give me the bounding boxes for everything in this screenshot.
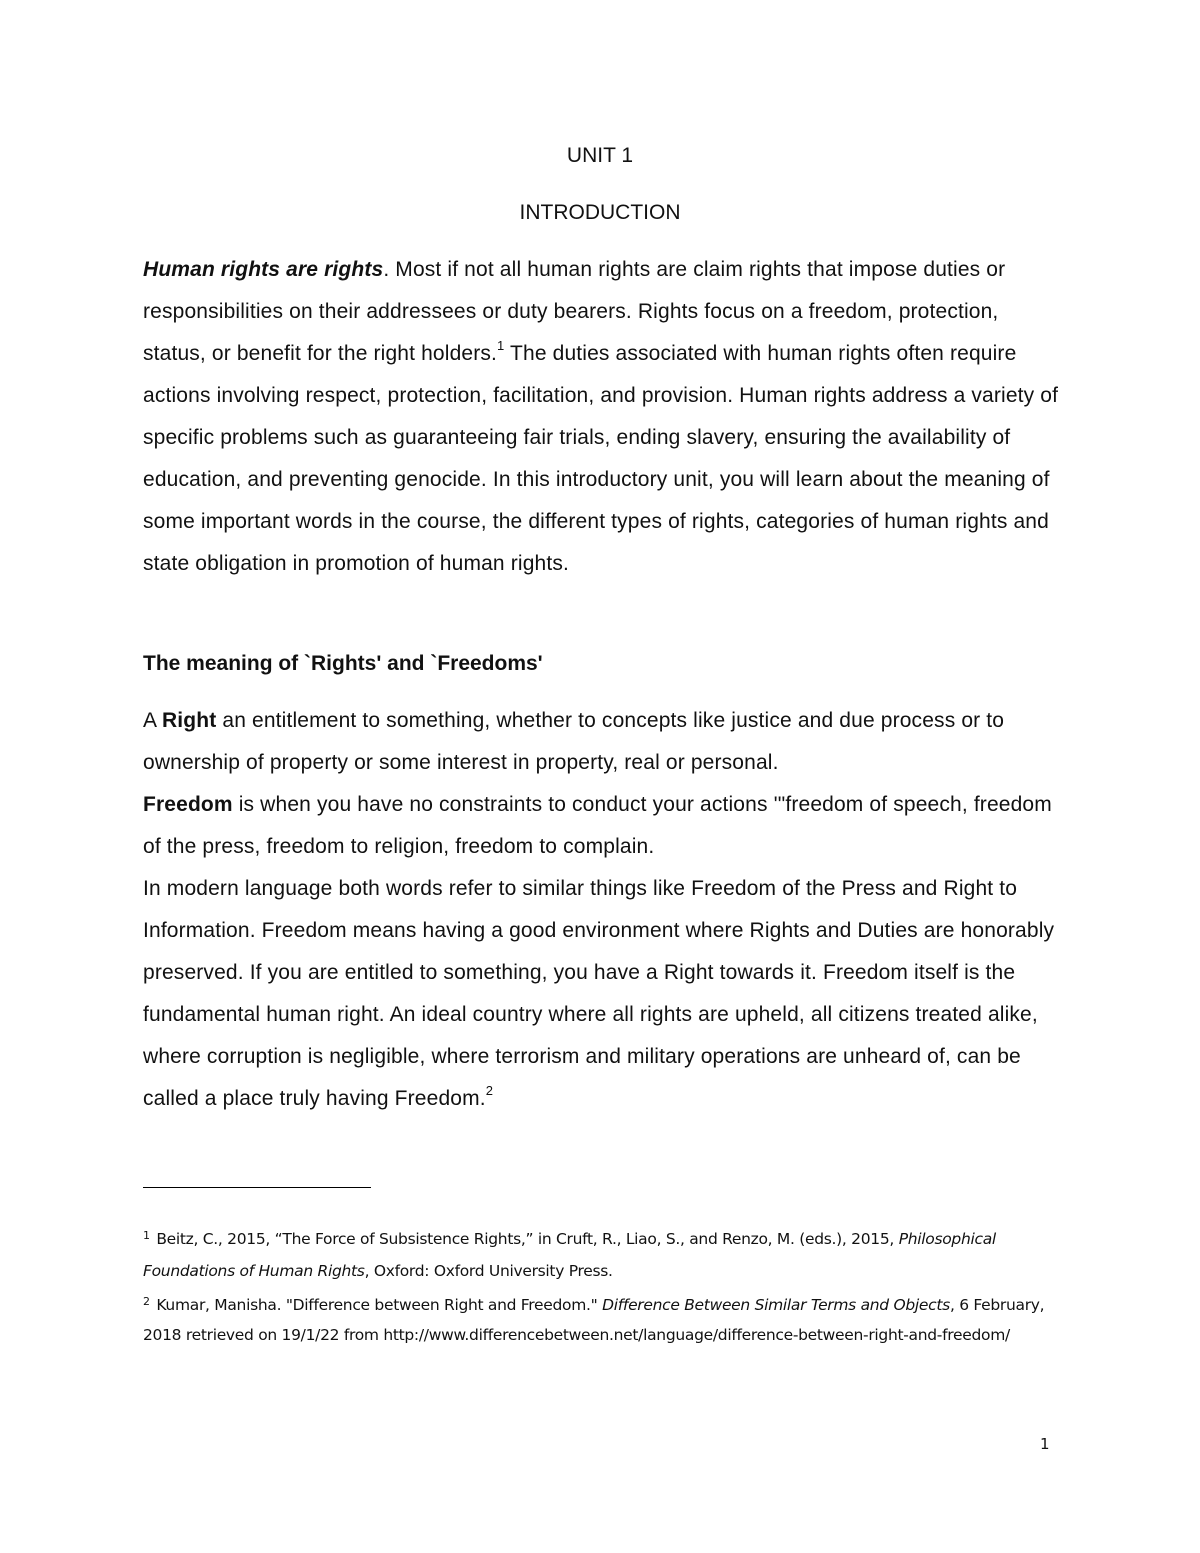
rf-text-a: A (143, 709, 162, 732)
rights-freedoms-paragraph (143, 700, 1063, 1120)
footnote-1 (143, 1224, 1058, 1286)
term-right: Right (161, 709, 217, 732)
intro-text-a: . Most if not all human rights are claim rights that impose duties or responsibilities on their addressees or duty bearers. Rights focus on a freedom, protection, status, or benefit for the right holders. (143, 258, 1006, 365)
footnote-1-text-a: Beitz, C., 2015, “The Force of Subsistence Rights,” in Cruft, R., Liao, S., and Renzo, M. (eds.), 2015, (151, 1230, 899, 1248)
footnote-1-number: 1 (143, 1229, 150, 1242)
footnote-2 (143, 1291, 1058, 1350)
term-freedom: Freedom (143, 793, 233, 816)
rf-text-d: In modern language both words refer to similar things like Freedom of the Press and Right to Information. Freedom means having a good environment where Rights and Duties are honorably preserved. If you are entitled to something, you have a Right towards it. Freedom itself is the fundamental human right. An ideal country where all rights are upheld, all citizens treated alike, where corruption is negligible, where terrorism and military operations are unheard of, can be called a place truly having Freedom. (143, 877, 1055, 1110)
footnote-ref-2[interactable]: 2 (485, 1083, 494, 1098)
footnote-2-text-b: , 6 February, 2018 retrieved on 19/1/22 from http://www.differencebetween.net/language/difference-between-right-and-freedom/ (143, 1296, 1045, 1344)
footnote-1-title: Philosophical Foundations of Human Rights (143, 1230, 996, 1280)
footnote-2-text-a: Kumar, Manisha. "Difference between Right and Freedom." (151, 1296, 603, 1314)
chapter-title: INTRODUCTION (519, 201, 681, 224)
intro-text-b: The duties associated with human rights often require actions involving respect, protection, facilitation, and provision. Human rights address a variety of specific problems such as guaranteeing fair trials, ending slavery, ensuring the availability of education, and preventing genocide. In this introductory unit, you will learn about the meaning of some important words in the course, the different types of rights, categories of human rights and state obligation in promotion of human rights. (143, 342, 1059, 575)
footnote-separator (143, 1187, 371, 1188)
footnote-ref-1[interactable]: 1 (497, 338, 505, 353)
rf-text-c: is when you have no constraints to conduct your actions '"freedom of speech, freedom of the press, freedom to religion, freedom to complain. (143, 793, 1052, 858)
page-number: 1 (1040, 1435, 1050, 1453)
unit-label: UNIT 1 (566, 144, 634, 167)
intro-lead: Human rights are rights (143, 258, 384, 281)
section-heading: The meaning of `Rights' and `Freedoms' (143, 652, 543, 675)
intro-paragraph (143, 249, 1063, 585)
footnote-1-text-b: , Oxford: Oxford University Press. (364, 1262, 613, 1280)
footnote-2-title: Difference Between Similar Terms and Objects (602, 1296, 950, 1314)
footnote-2-number: 2 (143, 1295, 150, 1308)
rf-text-b: an entitlement to something, whether to concepts like justice and due process or to ownership of property or some interest in property, real or personal. (143, 709, 1005, 774)
